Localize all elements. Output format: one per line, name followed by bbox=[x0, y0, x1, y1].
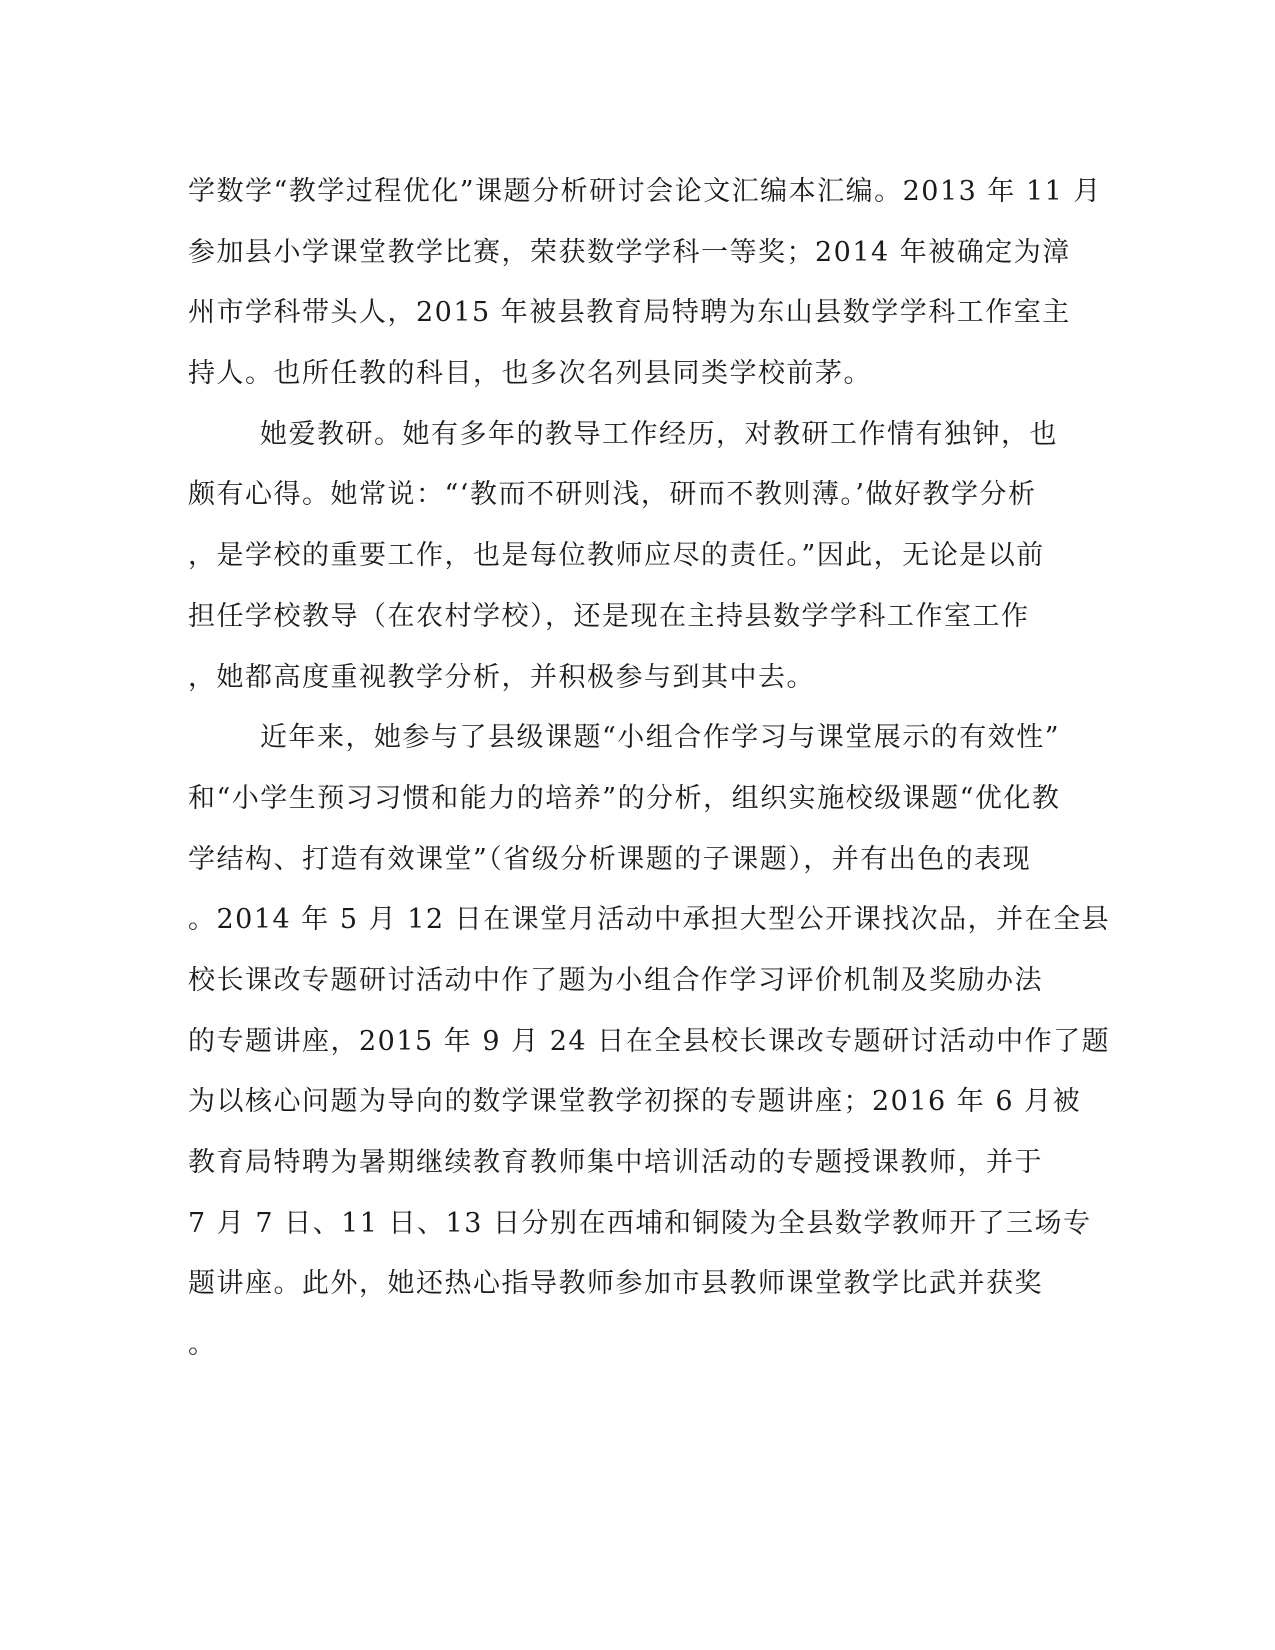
text-line: 教育局特聘为暑期继续教育教师集中培训活动的专题授课教师，并于 bbox=[188, 1147, 1043, 1178]
text-line: 持人。也所任教的科目，也多次名列县同类学校前茅。 bbox=[188, 358, 872, 390]
text-line: 题讲座。此外，她还热心指导教师参加市县教师课堂教学比武并获奖 bbox=[188, 1268, 1043, 1300]
text-line: ，她都高度重视教学分析，并积极参与到其中去。 bbox=[188, 661, 815, 693]
text-line: 7 月 7 日、11 日、13 日分别在西埔和铜陵为全县数学教师开了三场专 bbox=[188, 1207, 1092, 1239]
text-line: 州市学科带头人，2015 年被县教育局特聘为东山县数学学科工作室主 bbox=[188, 297, 1071, 329]
text-line: 颇有心得。她常说：“‘教而不研则浅，研而不教则薄。’做好教学分析 bbox=[188, 479, 1037, 511]
text-line: 。 bbox=[188, 1329, 217, 1361]
text-line: 和“小学生预习习惯和能力的培养”的分析，组织实施校级课题“优化教 bbox=[188, 782, 1061, 814]
text-line: 参加县小学课堂教学比赛，荣获数学学科一等奖；2014 年被确定为漳 bbox=[188, 236, 1071, 268]
paragraph-first-line: 她爱教研。她有多年的教导工作经历，对教研工作情有独钟，也 bbox=[260, 418, 1058, 450]
body-text bbox=[188, 162, 1111, 1376]
text-line: 为以核心问题为导向的数学课堂教学初探的专题讲座；2016 年 6 月被 bbox=[188, 1086, 1082, 1118]
text-line: 校长课改专题研讨活动中作了题为小组合作学习评价机制及奖励办法 bbox=[188, 964, 1043, 996]
text-line: 的专题讲座，2015 年 9 月 24 日在全县校长课改专题研讨活动中作了题 bbox=[188, 1025, 1111, 1057]
paragraph-first-line: 近年来，她参与了县级课题“小组合作学习与课堂展示的有效性” bbox=[260, 722, 1061, 754]
text-line: 学数学“教学过程优化”课题分析研讨会论文汇编本汇编。2013 年 11 月 bbox=[188, 176, 1102, 207]
text-line: ，是学校的重要工作，也是每位教师应尽的责任。”因此，无论是以前 bbox=[188, 540, 1045, 572]
text-line: 担任学校教导（在农村学校），还是现在主持县数学学科工作室工作 bbox=[188, 600, 1030, 632]
text-line: 。2014 年 5 月 12 日在课堂月活动中承担大型公开课找次品，并在全县 bbox=[188, 904, 1111, 936]
text-line: 学结构、打造有效课堂”（省级分析课题的子课题），并有出色的表现 bbox=[188, 843, 1032, 875]
